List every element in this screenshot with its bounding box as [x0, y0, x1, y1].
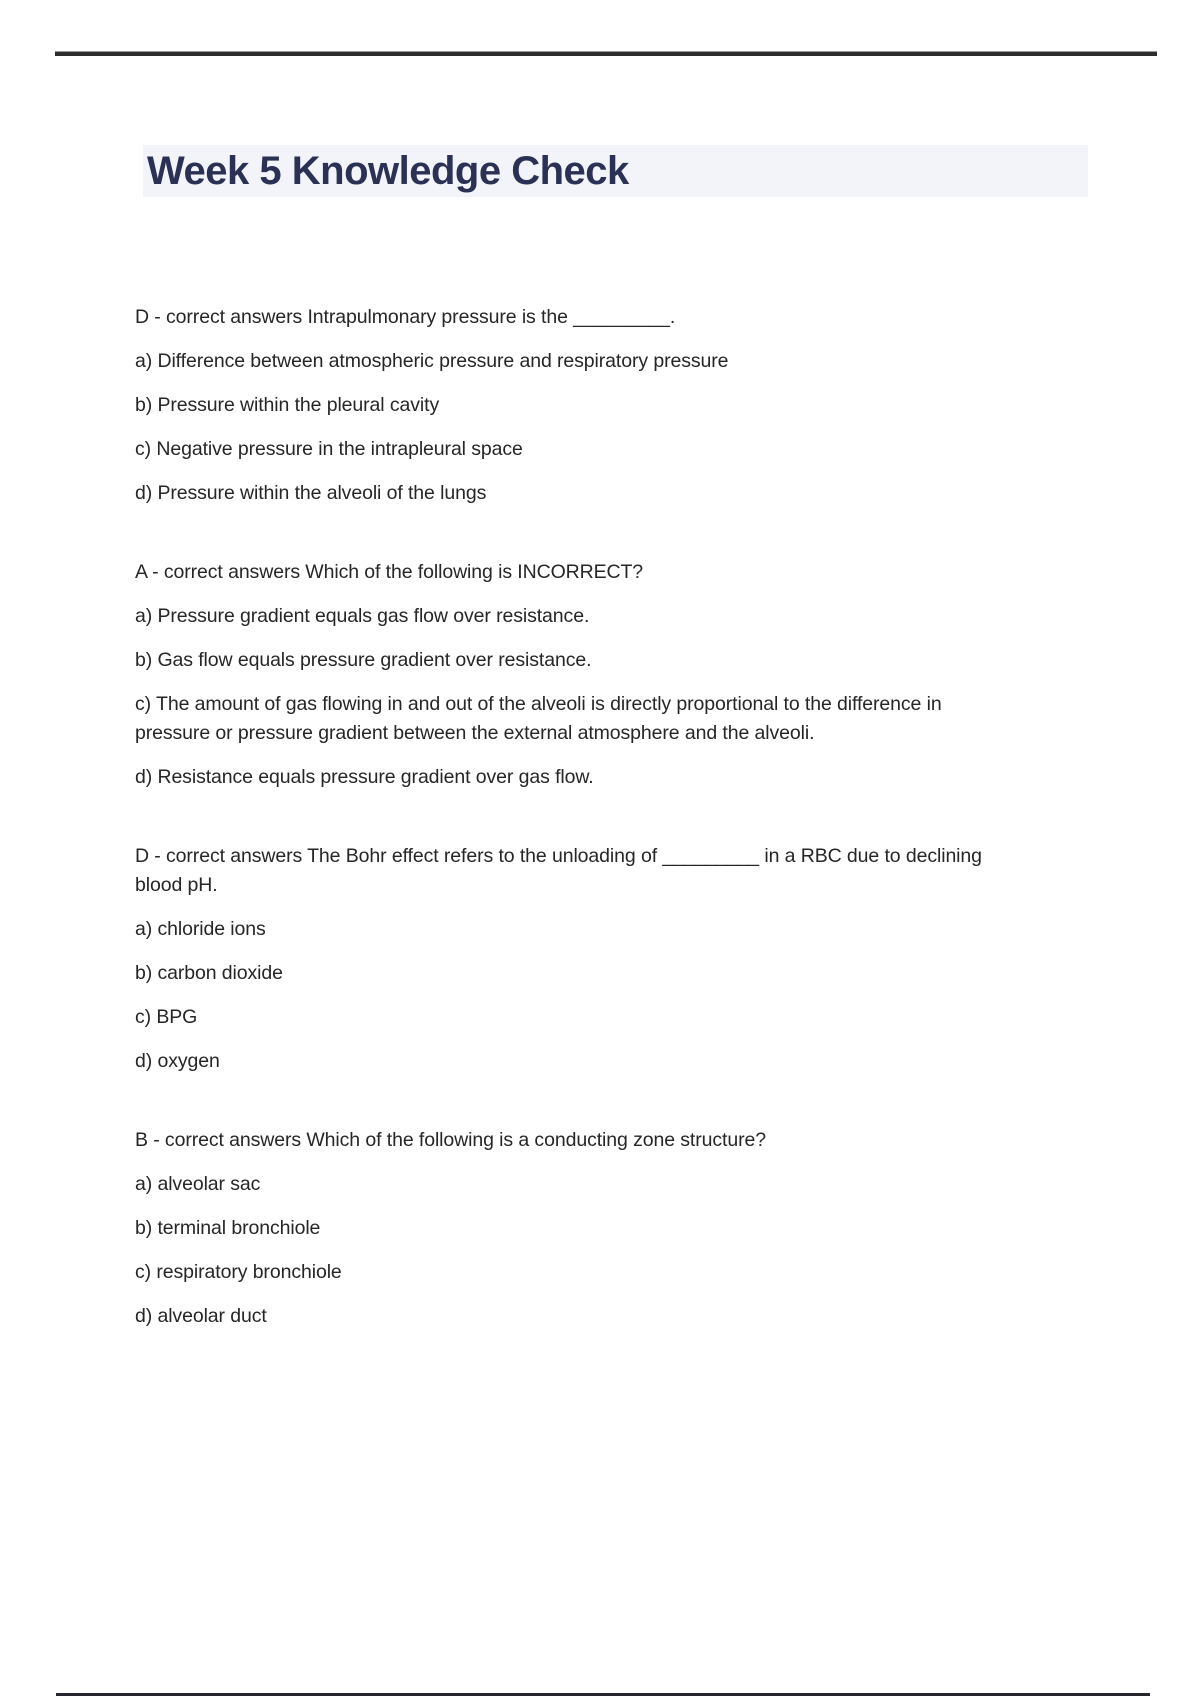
question-block — [135, 842, 1015, 1076]
top-horizontal-rule — [55, 51, 1157, 56]
answer-option: d) alveolar duct — [135, 1305, 267, 1327]
answer-option: c) Negative pressure in the intrapleural space — [135, 438, 523, 460]
answer-option: c) respiratory bronchiole — [135, 1261, 342, 1283]
answer-option: c) The amount of gas flowing in and out of the alveoli is directly proportional to the difference in pressure or pressure gradient between the external atmosphere and the alveoli. — [135, 693, 942, 744]
page-title: Week 5 Knowledge Check — [147, 149, 629, 193]
question-prompt: D - correct answers The Bohr effect refers to the unloading of _________ in a RBC due to declining blood pH. — [135, 845, 982, 896]
question-block — [135, 1126, 1015, 1331]
question-block — [135, 303, 1015, 508]
question-block — [135, 558, 1015, 792]
question-prompt: B - correct answers Which of the following is a conducting zone structure? — [135, 1129, 766, 1151]
bottom-horizontal-rule — [56, 1693, 1150, 1696]
answer-option: c) BPG — [135, 1006, 198, 1028]
answer-option: a) chloride ions — [135, 918, 266, 940]
answer-option: b) Pressure within the pleural cavity — [135, 394, 440, 416]
answer-option: a) alveolar sac — [135, 1173, 261, 1195]
answer-option: d) Resistance equals pressure gradient over gas flow. — [135, 766, 594, 788]
answer-option: d) Pressure within the alveoli of the lungs — [135, 482, 487, 504]
title-highlight-band — [143, 145, 1088, 197]
answer-option: b) carbon dioxide — [135, 962, 283, 984]
answer-option: d) oxygen — [135, 1050, 220, 1072]
question-prompt: A - correct answers Which of the following is INCORRECT? — [135, 561, 644, 583]
answer-option: b) terminal bronchiole — [135, 1217, 321, 1239]
answer-option: a) Difference between atmospheric pressure and respiratory pressure — [135, 350, 729, 372]
question-prompt: D - correct answers Intrapulmonary pressure is the _________. — [135, 306, 676, 328]
questions-container — [135, 303, 1015, 1381]
answer-option: b) Gas flow equals pressure gradient over resistance. — [135, 649, 592, 671]
answer-option: a) Pressure gradient equals gas flow over resistance. — [135, 605, 590, 627]
